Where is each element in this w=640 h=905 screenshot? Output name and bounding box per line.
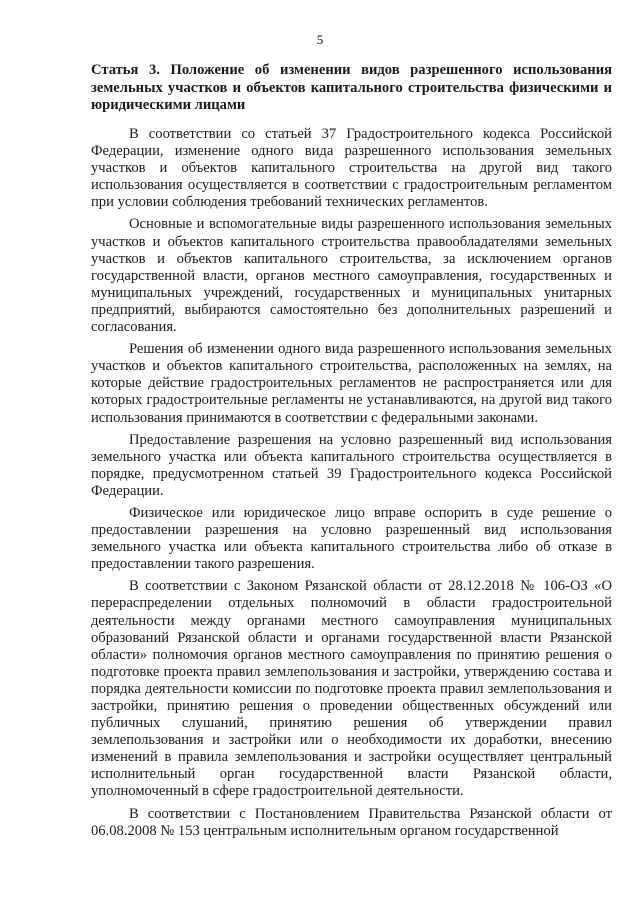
paragraph-6: В соответствии с Законом Рязанской области от 28.12.2018 № 106-ОЗ «О перераспределении отдельных полномочий в области градостроительной деятельности между органами местного самоуправления муниципальных образований Рязанской области и органами государственной власти Рязанской области» полномочия органов местного самоуправления по принятию решения о подготовке проекта правил землепользования и застройки, утверждению состава и порядка деятельности комиссии по подготовке проекта правил землепользования и застройки, принятию решения о проведении общественных обсуждений или публичных слушаний, принятию решения об утверждении правил землепользования и застройки или о необходимости их доработки, внесению изменений в правила землепользования и застройки осуществляет центральный исполнительный орган государственной власти Рязанской области, уполномоченный в сфере градостроительной деятельности.: [91, 578, 612, 800]
page-number: 5: [316, 32, 324, 47]
article-body: [91, 126, 612, 845]
paragraph-1: В соответствии со статьей 37 Градостроительного кодекса Российской Федерации, изменение одного вида разрешенного использования земельных участков и объектов капитального строительства на другой вид такого использования осуществляется в соответствии с градостроительным регламентом при условии соблюдения требований технических регламентов.: [91, 126, 612, 211]
paragraph-7: В соответствии с Постановлением Правительства Рязанской области от 06.08.2008 № 153 центральным исполнительным органом государственной: [91, 805, 612, 839]
paragraph-5: Физическое или юридическое лицо вправе оспорить в суде решение о предоставлении разрешения на условно разрешенный вид использования земельного участка или объекта капитального строительства либо об отказе в предоставлении такого разрешения.: [91, 504, 612, 573]
paragraph-3: Решения об изменении одного вида разрешенного использования земельных участков и объектов капитального строительства, расположенных на землях, на которые действие градостроительных регламентов не распространяется или для которых градостроительные регламенты не устанавливаются, на другой вид такого использования принимаются в соответствии с федеральными законами.: [91, 341, 612, 426]
paragraph-2: Основные и вспомогательные виды разрешенного использования земельных участков и объектов капитального строительства правообладателями земельных участков и объектов капитального строительства, за исключением органов государственной власти, органов местного самоуправления, государственных и муниципальных учреждений, государственных и муниципальных унитарных предприятий, выбираются самостоятельно без дополнительных разрешений и согласования.: [91, 216, 612, 336]
article-title: Статья 3. Положение об изменении видов разрешенного использования земельных участков и объектов капитального строительства физическими и юридическими лицами: [91, 62, 612, 114]
paragraph-4: Предоставление разрешения на условно разрешенный вид использования земельного участка или объекта капитального строительства осуществляется в порядке, предусмотренном статьей 39 Градостроительного кодекса Российской Федерации.: [91, 431, 612, 499]
